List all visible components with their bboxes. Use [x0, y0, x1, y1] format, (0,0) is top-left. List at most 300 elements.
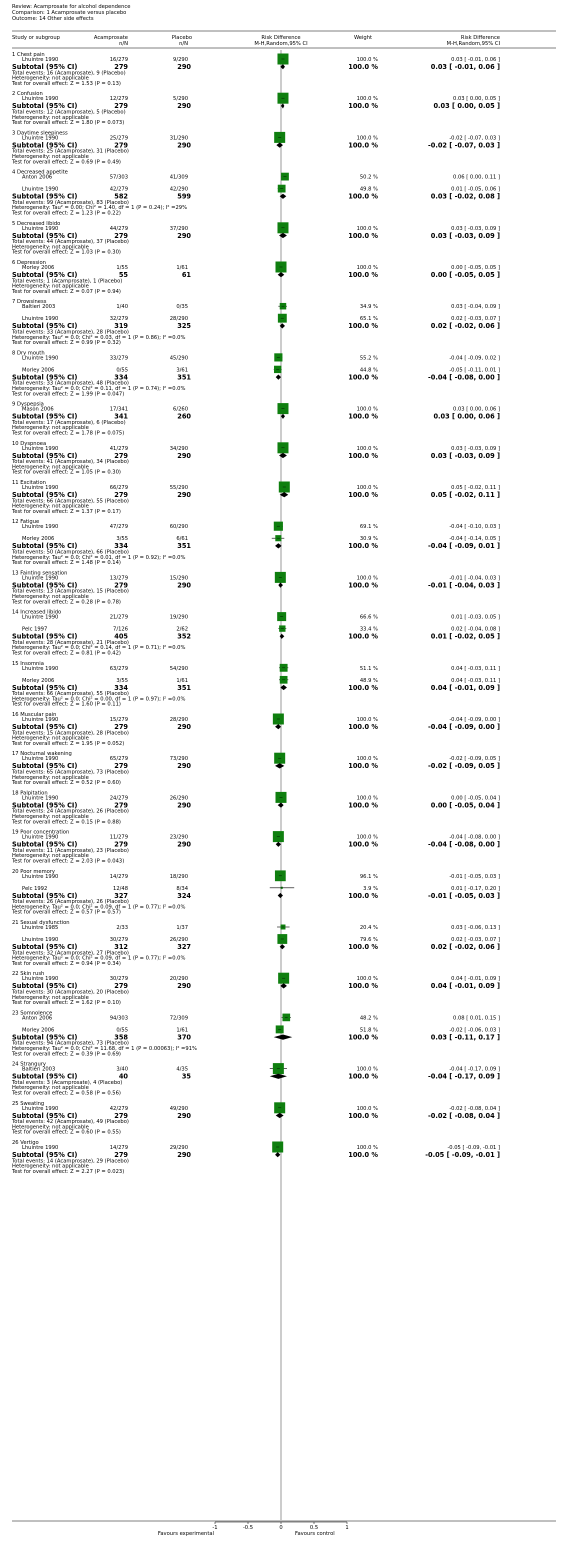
- subgroup: [11, 570, 500, 605]
- subtotal-diamond: [280, 685, 287, 690]
- col-acamprosate-n: n/N: [119, 41, 128, 47]
- subtotal-rd-ci: 0.02 [ -0.02, 0.06 ]: [430, 322, 500, 331]
- subtotal-weight: 100.0 %: [348, 451, 378, 460]
- study-rd-ci: 0.00 [ -0.05, 0.05 ]: [451, 265, 500, 271]
- subtotal-placebo-n: 290: [177, 581, 191, 590]
- subtotal-label: Subtotal (95% CI): [12, 1151, 78, 1159]
- acamprosate-events: 16/279: [109, 57, 128, 63]
- study-rd-ci: 0.03 [ -0.01, 0.06 ]: [451, 57, 500, 63]
- acamprosate-events: 21/279: [109, 614, 128, 621]
- subgroup-note: Heterogeneity: not applicable: [12, 114, 89, 121]
- acamprosate-events: 47/279: [109, 524, 128, 531]
- subtotal-label: Subtotal (95% CI): [12, 632, 78, 641]
- subtotal-label: Subtotal (95% CI): [12, 1072, 78, 1081]
- study-rd-ci: 0.04 [ -0.03, 0.11 ]: [451, 665, 500, 672]
- study-rd-ci: 0.04 [ -0.03, 0.11 ]: [451, 677, 500, 684]
- subtotal-weight: 100.0 %: [348, 63, 378, 71]
- subgroup-note: Test for overall effect: Z = 1.03 (P = 0.30): [12, 249, 121, 256]
- subtotal-placebo-n: 351: [177, 373, 191, 382]
- subgroup-note: Heterogeneity: not applicable: [12, 154, 89, 160]
- acamprosate-events: 66/279: [109, 485, 128, 491]
- placebo-events: 1/61: [176, 677, 188, 684]
- subtotal-acamprosate-n: 279: [114, 581, 128, 590]
- subtotal-placebo-n: 290: [177, 63, 191, 71]
- subgroup: [11, 170, 500, 217]
- acamprosate-events: 42/279: [109, 186, 128, 193]
- subtotal-weight: 100.0 %: [348, 1111, 378, 1120]
- study-name: Lhuintre 1990: [22, 1105, 59, 1112]
- col-rd-plot-method: M-H,Random,95% CI: [254, 41, 308, 47]
- study-rd-ci: 0.01 [ -0.17, 0.20 ]: [451, 885, 500, 892]
- subtotal-label: Subtotal (95% CI): [12, 943, 78, 951]
- subgroup-note: Total events: 33 (Acamprosate), 48 (Placebo): [12, 380, 129, 387]
- placebo-events: 26/290: [169, 795, 188, 802]
- subtotal-rd-ci: 0.03 [ -0.03, 0.09 ]: [430, 231, 500, 240]
- subtotal-acamprosate-n: 582: [114, 192, 128, 201]
- placebo-events: 28/290: [169, 316, 188, 323]
- subgroup: [11, 441, 500, 476]
- subtotal-acamprosate-n: 334: [114, 542, 128, 551]
- subtotal-diamond: [276, 842, 281, 847]
- subgroup-note: Test for overall effect: Z = 1.60 (P = 0.11): [12, 701, 121, 708]
- study-name: Morley 2006: [22, 265, 55, 271]
- subtotal-diamond: [278, 803, 284, 808]
- subtotal-label: Subtotal (95% CI): [12, 141, 78, 150]
- subtotal-rd-ci: 0.03 [ -0.03, 0.09 ]: [430, 451, 500, 460]
- review-header: [12, 4, 130, 22]
- subtotal-placebo-n: 290: [177, 102, 191, 111]
- review-title: Review: Acamprosate for alcohol dependence: [12, 4, 131, 10]
- subgroup-note: Test for overall effect: Z = 1.37 (P = 0.17): [12, 508, 121, 515]
- study-rd-ci: -0.05 [ -0.09, -0.01 ]: [447, 1145, 500, 1151]
- subgroup-note: Total events: 33 (Acamprosate), 28 (Placebo): [12, 329, 129, 336]
- acamprosate-events: 0/55: [116, 367, 128, 374]
- acamprosate-events: 25/279: [109, 135, 128, 142]
- subgroup-note: Test for overall effect: Z = 1.95 (P = 0.052): [12, 740, 125, 747]
- placebo-events: 3/61: [176, 367, 188, 374]
- subtotal-weight: 100.0 %: [348, 762, 378, 771]
- subtotal-acamprosate-n: 334: [114, 373, 128, 382]
- subgroup: [11, 260, 500, 295]
- subtotal-weight: 100.0 %: [348, 491, 378, 499]
- subgroup-note: Test for overall effect: Z = 1.62 (P = 0.10): [12, 1000, 121, 1007]
- subtotal-weight: 100.0 %: [348, 1072, 378, 1081]
- subgroup-title: 16 Muscular pain: [12, 712, 57, 718]
- subtotal-placebo-n: 260: [177, 412, 191, 421]
- acamprosate-events: 30/279: [109, 937, 128, 943]
- subtotal-acamprosate-n: 279: [114, 762, 128, 771]
- acamprosate-events: 15/279: [109, 717, 128, 723]
- subgroup: [11, 661, 500, 708]
- subtotal-label: Subtotal (95% CI): [12, 1111, 78, 1120]
- study-name: Lhuintre 1990: [22, 445, 59, 452]
- col-rd-text: Risk Difference: [460, 35, 500, 41]
- subtotal-label: Subtotal (95% CI): [12, 1033, 78, 1042]
- placebo-events: 45/290: [169, 355, 188, 362]
- study-weight: 100.0 %: [356, 57, 378, 63]
- subtotal-placebo-n: 290: [177, 840, 191, 849]
- subgroup: [11, 402, 500, 437]
- study-name: Lhuintre 1990: [22, 665, 59, 672]
- subtotal-weight: 100.0 %: [348, 412, 378, 421]
- study-weight: 34.9 %: [359, 304, 378, 311]
- subgroup-note: Test for overall effect: Z = 0.28 (P = 0.78): [12, 599, 121, 606]
- subtotal-acamprosate-n: 279: [114, 801, 128, 810]
- col-rd-plot: Risk Difference: [261, 35, 301, 41]
- subtotal-rd-ci: -0.02 [ -0.07, 0.03 ]: [428, 141, 500, 150]
- study-rd-ci: 0.03 [ -0.06, 0.13 ]: [451, 925, 500, 931]
- subgroup-note: Test for overall effect: Z = 0.94 (P = 0.34): [12, 960, 121, 967]
- study-weight: 100.0 %: [356, 717, 378, 723]
- placebo-events: 29/290: [169, 1145, 188, 1151]
- subgroup-note: Total events: 26 (Acamprosate), 26 (Placebo): [12, 899, 129, 906]
- subtotal-weight: 100.0 %: [348, 1151, 378, 1159]
- study-name: Lhuintre 1990: [22, 485, 59, 491]
- subgroup-note: Test for overall effect: Z = 0.60 (P = 0.55): [12, 1129, 121, 1136]
- study-name: Morley 2006: [22, 536, 55, 543]
- placebo-events: 49/290: [169, 1105, 188, 1112]
- study-rd-ci: 0.01 [ -0.05, 0.06 ]: [451, 186, 500, 193]
- placebo-events: 1/37: [176, 925, 188, 931]
- subtotal-weight: 100.0 %: [348, 271, 378, 279]
- study-name: Morley 2006: [22, 367, 55, 374]
- study-rd-ci: -0.01 [ -0.04, 0.03 ]: [449, 575, 500, 582]
- subtotal-weight: 100.0 %: [348, 982, 378, 991]
- subtotal-label: Subtotal (95% CI): [12, 322, 78, 331]
- study-rd-ci: -0.02 [ -0.07, 0.03 ]: [449, 135, 500, 142]
- subgroup-note: Heterogeneity: not applicable: [12, 75, 89, 82]
- subgroup-note: Total events: 94 (Acamprosate), 73 (Placebo): [12, 1040, 129, 1047]
- placebo-events: 19/290: [169, 614, 188, 621]
- x-axis-tick-label: -0.5: [242, 1525, 254, 1531]
- subtotal-rd-ci: -0.04 [ -0.09, 0.00 ]: [428, 723, 500, 731]
- subtotal-diamond: [280, 944, 285, 949]
- subtotal-label: Subtotal (95% CI): [12, 581, 78, 590]
- subtotal-rd-ci: 0.05 [ -0.02, 0.11 ]: [430, 491, 500, 499]
- subtotal-acamprosate-n: 334: [114, 683, 128, 692]
- subgroup-note: Heterogeneity: Tau² = 0.0; Chi² = 11.68, df = 1 (P = 0.00063); I² =91%: [12, 1046, 197, 1052]
- subgroup-title: 14 Increased libido: [12, 609, 62, 616]
- subtotal-placebo-n: 61: [181, 271, 191, 279]
- study-weight: 48.9 %: [359, 677, 378, 684]
- subtotal-diamond: [275, 724, 281, 729]
- subgroup-title: 7 Drowsiness: [12, 299, 47, 306]
- study-name: Lhuintre 1990: [22, 135, 59, 142]
- placebo-events: 60/290: [169, 524, 188, 531]
- subgroup-title: 22 Skin rush: [12, 971, 45, 978]
- subtotal-placebo-n: 290: [177, 141, 191, 150]
- subgroup-note: Total events: 1 (Acamprosate), 1 (Placebo): [12, 278, 123, 285]
- subgroup-note: Total events: 66 (Acamprosate), 55 (Placebo): [12, 498, 129, 505]
- subgroup: [11, 1140, 500, 1175]
- subtotal-acamprosate-n: 279: [114, 141, 128, 150]
- subgroup-title: 15 Insomnia: [12, 660, 44, 667]
- subtotal-placebo-n: 351: [177, 542, 191, 551]
- subgroup-rows: [11, 52, 500, 1175]
- subgroup: [11, 52, 500, 87]
- subtotal-rd-ci: 0.00 [ -0.05, 0.05 ]: [430, 271, 500, 279]
- subgroup-note: Test for overall effect: Z = 1.23 (P = 0.22): [12, 210, 121, 217]
- subgroup-title: 2 Confusion: [12, 91, 43, 98]
- subgroup: [11, 91, 500, 126]
- subgroup: [11, 130, 500, 165]
- subgroup-title: 11 Excitation: [12, 480, 46, 486]
- study-name: Anton 2006: [22, 174, 53, 181]
- x-axis-tick-label: -1: [212, 1525, 218, 1531]
- subgroup-note: Total events: 11 (Acamprosate), 23 (Placebo): [12, 847, 129, 854]
- acamprosate-events: 33/279: [109, 355, 128, 362]
- acamprosate-events: 2/33: [116, 925, 128, 931]
- study-weight: 3.9 %: [363, 885, 378, 892]
- study-weight: 49.8 %: [359, 186, 378, 193]
- subgroup-note: Heterogeneity: not applicable: [12, 774, 89, 781]
- subtotal-label: Subtotal (95% CI): [12, 723, 78, 731]
- subtotal-acamprosate-n: 279: [114, 451, 128, 460]
- subtotal-acamprosate-n: 358: [114, 1033, 128, 1042]
- subtotal-rd-ci: 0.03 [ 0.00, 0.06 ]: [433, 412, 500, 421]
- study-weight: 48.2 %: [359, 1015, 378, 1022]
- subgroup: [11, 920, 500, 967]
- placebo-events: 23/290: [169, 834, 188, 841]
- subtotal-rd-ci: -0.01 [ -0.04, 0.03 ]: [428, 581, 500, 590]
- subgroup-title: 9 Dyspepsia: [12, 401, 44, 408]
- subtotal-diamond: [280, 983, 287, 988]
- subtotal-diamond: [275, 1152, 280, 1157]
- subgroup-note: Heterogeneity: Tau² = 0.0; Chi² = 0.00, df = 1 (P = 0.97); I² =0.0%: [12, 696, 186, 703]
- subtotal-label: Subtotal (95% CI): [12, 542, 78, 551]
- subtotal-weight: 100.0 %: [348, 723, 378, 731]
- study-rd-ci: -0.02 [ -0.09, 0.05 ]: [449, 756, 500, 763]
- placebo-events: 34/290: [169, 445, 188, 452]
- study-weight: 100.0 %: [356, 756, 378, 763]
- subtotal-rd-ci: -0.02 [ -0.09, 0.05 ]: [428, 762, 500, 771]
- study-name: Lhuintre 1990: [22, 524, 59, 531]
- subgroup-note: Test for overall effect: Z = 0.39 (P = 0.69): [12, 1051, 121, 1058]
- subtotal-placebo-n: 290: [177, 982, 191, 991]
- subtotal-acamprosate-n: 327: [114, 891, 128, 900]
- subtotal-rd-ci: -0.05 [ -0.09, -0.01 ]: [425, 1151, 500, 1159]
- subgroup-note: Heterogeneity: Tau² = 0.0; Chi² = 0.14, df = 1 (P = 0.71); I² =0.0%: [12, 645, 186, 652]
- study-name: Baltieri 2003: [22, 1066, 56, 1073]
- subgroup-note: Total events: 13 (Acamprosate), 15 (Placebo): [12, 588, 129, 595]
- col-rd-text-method: M-H,Random,95% CI: [446, 41, 500, 47]
- subgroup-note: Heterogeneity: not applicable: [12, 1085, 89, 1092]
- study-weight: 100.0 %: [356, 485, 378, 491]
- study-name: Lhuintre 1990: [22, 795, 59, 802]
- subtotal-placebo-n: 35: [181, 1072, 191, 1081]
- subgroup-note: Test for overall effect: Z = 1.78 (P = 0.075): [12, 430, 125, 437]
- subtotal-diamond: [276, 375, 281, 380]
- subtotal-weight: 100.0 %: [348, 683, 378, 692]
- acamprosate-events: 11/279: [109, 834, 128, 841]
- subgroup-title: 13 Fainting sensation: [12, 570, 68, 577]
- subtotal-diamond: [274, 1035, 292, 1040]
- study-weight: 100.0 %: [356, 795, 378, 802]
- study-rd-ci: 0.05 [ -0.02, 0.11 ]: [451, 485, 500, 491]
- study-weight: 100.0 %: [356, 575, 378, 582]
- acamprosate-events: 3/55: [116, 677, 128, 684]
- subtotal-label: Subtotal (95% CI): [12, 412, 78, 421]
- subgroup-note: Total events: 66 (Acamprosate), 55 (Placebo): [12, 691, 129, 698]
- subtotal-rd-ci: 0.03 [ -0.11, 0.17 ]: [430, 1033, 500, 1042]
- subtotal-acamprosate-n: 279: [114, 102, 128, 111]
- placebo-events: 54/290: [169, 665, 188, 672]
- subtotal-label: Subtotal (95% CI): [12, 891, 78, 900]
- subgroup-note: Test for overall effect: Z = 0.07 (P = 0.94): [12, 288, 121, 295]
- x-axis-tick-label: 0.5: [309, 1525, 319, 1531]
- placebo-events: 8/34: [176, 885, 188, 892]
- study-weight: 96.1 %: [359, 873, 378, 880]
- study-weight: 65.1 %: [359, 316, 378, 323]
- subgroup-title: 6 Depression: [12, 260, 46, 266]
- study-weight: 69.1 %: [359, 524, 378, 531]
- subtotal-placebo-n: 290: [177, 723, 191, 731]
- subgroup-title: 12 Fatigue: [12, 519, 40, 526]
- subtotal-label: Subtotal (95% CI): [12, 762, 78, 771]
- study-weight: 30.9 %: [359, 536, 378, 543]
- x-axis-tick-label: 1: [345, 1525, 349, 1531]
- subtotal-label: Subtotal (95% CI): [12, 982, 78, 991]
- study-rd-ci: 0.03 [ -0.03, 0.09 ]: [451, 225, 500, 232]
- subgroup: [11, 869, 500, 916]
- study-rd-ci: 0.02 [ -0.04, 0.08 ]: [451, 626, 500, 633]
- study-rd-ci: 0.08 [ 0.01, 0.15 ]: [453, 1015, 500, 1022]
- subtotal-rd-ci: 0.03 [ 0.00, 0.05 ]: [433, 102, 500, 111]
- subtotal-weight: 100.0 %: [348, 943, 378, 951]
- comparison-title: Comparison: 1 Acamprosate versus placebo: [12, 10, 127, 16]
- col-weight: Weight: [353, 35, 373, 41]
- subtotal-placebo-n: 352: [177, 632, 191, 641]
- subtotal-placebo-n: 599: [177, 192, 191, 201]
- subgroup-note: Total events: 28 (Acamprosate), 21 (Placebo): [12, 639, 129, 646]
- subgroup-note: Test for overall effect: Z = 1.48 (P = 0.14): [12, 560, 121, 567]
- study-name: Anton 2006: [22, 1015, 53, 1022]
- subgroup-note: Heterogeneity: not applicable: [12, 1163, 89, 1170]
- placebo-events: 18/290: [169, 873, 188, 880]
- acamprosate-events: 44/279: [109, 225, 128, 232]
- study-weight: 44.8 %: [359, 367, 378, 374]
- subgroup-note: Heterogeneity: not applicable: [12, 244, 89, 251]
- favours-control-label: Favours control: [295, 1531, 335, 1537]
- study-name: Lhuintre 1985: [22, 925, 59, 931]
- placebo-events: 73/290: [169, 756, 188, 763]
- subtotal-rd-ci: 0.02 [ -0.02, 0.06 ]: [430, 943, 500, 951]
- placebo-events: 2/62: [176, 626, 188, 633]
- study-rd-ci: 0.03 [ 0.00, 0.06 ]: [453, 406, 500, 413]
- study-rd-ci: 0.02 [ -0.03, 0.07 ]: [451, 937, 500, 943]
- study-rd-ci: 0.03 [ -0.03, 0.09 ]: [451, 445, 500, 452]
- study-name: Morley 2006: [22, 1027, 55, 1034]
- subgroup-note: Heterogeneity: Tau² = 0.0; Chi² = 0.09, df = 1 (P = 0.77); I² =0.0%: [12, 955, 186, 962]
- study-name: Baltieri 2003: [22, 304, 56, 311]
- subtotal-acamprosate-n: 312: [114, 943, 128, 951]
- study-weight: 33.4 %: [359, 626, 378, 633]
- study-name: Lhuintre 1990: [22, 57, 59, 63]
- subtotal-diamond: [280, 194, 287, 199]
- subtotal-label: Subtotal (95% CI): [12, 63, 78, 71]
- placebo-events: 41/309: [169, 174, 188, 181]
- acamprosate-events: 24/279: [109, 795, 128, 802]
- study-name: Lhuintre 1990: [22, 717, 59, 723]
- subtotal-diamond: [280, 634, 285, 639]
- subtotal-weight: 100.0 %: [348, 542, 378, 551]
- subtotal-acamprosate-n: 40: [118, 1072, 128, 1081]
- subtotal-placebo-n: 290: [177, 231, 191, 240]
- subtotal-weight: 100.0 %: [348, 840, 378, 849]
- study-weight: 100.0 %: [356, 1066, 378, 1073]
- placebo-events: 42/290: [169, 186, 188, 193]
- study-weight: 100.0 %: [356, 265, 378, 271]
- study-name: Lhuintre 1990: [22, 96, 59, 103]
- subtotal-label: Subtotal (95% CI): [12, 451, 78, 460]
- subgroup: [11, 712, 500, 747]
- acamprosate-events: 57/303: [109, 174, 128, 181]
- study-rd-ci: -0.05 [ -0.11, 0.01 ]: [449, 367, 500, 374]
- subgroup-note: Heterogeneity: not applicable: [12, 735, 89, 742]
- subtotal-rd-ci: -0.04 [ -0.08, 0.00 ]: [428, 840, 500, 849]
- subgroup-title: 23 Somnolence: [12, 1010, 53, 1017]
- subgroup-title: 24 Strangury: [12, 1061, 46, 1068]
- study-weight: 100.0 %: [356, 96, 378, 103]
- col-acamprosate: Acamprosate: [93, 35, 128, 41]
- study-rd-ci: -0.01 [ -0.05, 0.03 ]: [449, 873, 500, 880]
- subtotal-rd-ci: -0.01 [ -0.05, 0.03 ]: [428, 891, 500, 900]
- subtotal-acamprosate-n: 319: [114, 322, 128, 331]
- study-name: Pelc 1997: [22, 626, 48, 633]
- subgroup-title: 21 Sexual dysfunction: [12, 920, 70, 926]
- subtotal-placebo-n: 290: [177, 491, 191, 499]
- subgroup-note: Test for overall effect: Z = 0.99 (P = 0.32): [12, 340, 121, 347]
- study-name: Lhuintre 1990: [22, 225, 59, 232]
- col-study: Study or subgroup: [12, 35, 60, 41]
- study-weight: 100.0 %: [356, 445, 378, 452]
- subtotal-acamprosate-n: 279: [114, 840, 128, 849]
- study-weight: 100.0 %: [356, 1145, 378, 1151]
- subtotal-diamond: [275, 543, 282, 548]
- subgroup-note: Heterogeneity: not applicable: [12, 994, 89, 1001]
- subgroup-note: Total events: 32 (Acamprosate), 27 (Placebo): [12, 950, 129, 957]
- placebo-events: 28/290: [169, 717, 188, 723]
- subtotal-placebo-n: 325: [177, 322, 191, 331]
- acamprosate-events: 12/279: [109, 96, 128, 103]
- placebo-events: 20/290: [169, 976, 188, 983]
- placebo-events: 1/61: [176, 265, 188, 271]
- favours-experimental-label: Favours experimental: [157, 1531, 214, 1537]
- acamprosate-events: 1/55: [116, 265, 128, 271]
- study-name: Lhuintre 1990: [22, 976, 59, 983]
- study-rd-ci: 0.04 [ -0.01, 0.09 ]: [451, 976, 500, 983]
- study-weight: 100.0 %: [356, 976, 378, 983]
- subtotal-placebo-n: 290: [177, 451, 191, 460]
- subgroup-title: 26 Vertigo: [12, 1140, 39, 1146]
- acamprosate-events: 14/279: [109, 1145, 128, 1151]
- subgroup-note: Total events: 41 (Acamprosate), 34 (Placebo): [12, 459, 129, 466]
- subgroup: [11, 350, 500, 397]
- acamprosate-events: 7/126: [113, 626, 128, 633]
- study-name: Lhuintre 1990: [22, 1145, 59, 1151]
- subtotal-weight: 100.0 %: [348, 632, 378, 641]
- subtotal-diamond: [280, 323, 285, 328]
- subtotal-acamprosate-n: 279: [114, 491, 128, 499]
- subgroup-note: Total events: 17 (Acamprosate), 6 (Placebo): [12, 419, 126, 426]
- placebo-events: 0/35: [176, 304, 188, 311]
- placebo-events: 1/61: [176, 1027, 188, 1034]
- subgroup-note: Test for overall effect: Z = 2.03 (P = 0.043): [12, 858, 125, 865]
- subtotal-label: Subtotal (95% CI): [12, 231, 78, 240]
- subtotal-placebo-n: 324: [177, 891, 191, 900]
- study-name: Pelc 1992: [22, 885, 48, 892]
- subtotal-label: Subtotal (95% CI): [12, 840, 78, 849]
